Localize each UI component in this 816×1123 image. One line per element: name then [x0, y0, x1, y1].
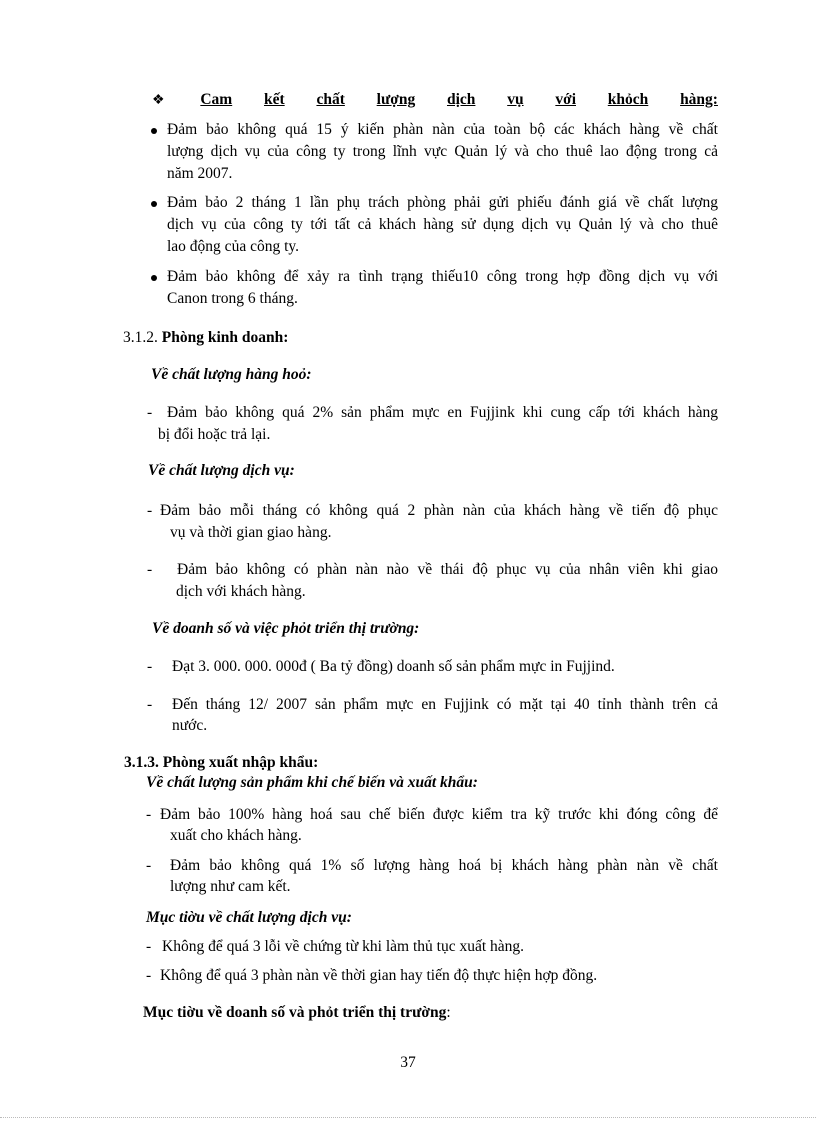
- commitment-heading-word: chất: [316, 91, 345, 108]
- subheading-text: Mục tiờu về doanh số và phỏt triển thị trường: [143, 1004, 447, 1021]
- list-item-line: dịch với khách hàng.: [176, 583, 306, 600]
- list-item-line: lao động của công ty.: [167, 238, 299, 255]
- page-edge-divider: [0, 1117, 816, 1118]
- list-item-line: lượng như cam kết.: [170, 878, 291, 895]
- subheading-san-pham: Về chất lượng sản phẩm khi chế biến và xuất khẩu:: [146, 774, 478, 791]
- commitment-heading-word: khỏch: [607, 91, 649, 108]
- dash-marker: -: [146, 967, 152, 984]
- dash-marker: -: [146, 857, 152, 874]
- dash-marker: -: [147, 658, 153, 675]
- list-item-line: Đảm bảo 100% hàng hoá sau chế biến được kiểm tra kỹ trước khi đóng công để: [160, 806, 718, 823]
- list-item-line: Không để quá 3 phàn nàn về thời gian hay tiến độ thực hiện hợp đồng.: [160, 967, 598, 984]
- list-item-line: Đảm bảo 2 tháng 1 lần phụ trách phòng phải gửi phiếu đánh giá về chất lượng: [167, 194, 718, 211]
- commitment-heading-word: vụ: [507, 91, 524, 108]
- list-item-line: Canon trong 6 tháng.: [167, 290, 298, 307]
- section-heading-312: [123, 329, 288, 347]
- list-item-line: Đảm bảo mỗi tháng có không quá 2 phàn nàn của khách hàng về tiến độ phục: [160, 502, 718, 519]
- dash-marker: -: [147, 404, 153, 421]
- subheading-colon: :: [446, 1004, 451, 1021]
- bullet-dot-icon: [151, 275, 157, 281]
- subheading-doanh-so: Về doanh số và việc phỏt triển thị trường:: [152, 620, 420, 637]
- commitment-heading-word: Cam: [200, 91, 233, 108]
- list-item-line: lượng dịch vụ của công ty trong lĩnh vực Quản lý và cho thuê lao động trong cả: [167, 143, 718, 160]
- section-title: Phòng xuất nhập khẩu:: [162, 754, 319, 771]
- commitment-heading-word: dịch: [446, 91, 476, 108]
- list-item-line: dịch vụ của công ty tới tất cả khách hàng sử dụng dịch vụ Quản lý và cho thuê: [167, 216, 718, 233]
- list-item-line: Đảm bảo không quá 1% số lượng hàng hoá bị khách hàng phàn nàn về chất: [170, 857, 718, 874]
- list-item-line: xuất cho khách hàng.: [170, 827, 302, 844]
- bullet-dot-icon: [151, 201, 157, 207]
- list-item-line: Đảm bảo không để xảy ra tình trạng thiếu10 công trong hợp đồng dịch vụ với: [167, 268, 718, 285]
- dash-marker: -: [147, 561, 153, 578]
- dash-marker: -: [147, 696, 153, 713]
- section-heading-313: [124, 754, 318, 772]
- list-item-line: năm 2007.: [167, 165, 233, 182]
- list-item-line: Đến tháng 12/ 2007 sản phẩm mực en Fujjink có mặt tại 40 tỉnh thành trên cả: [172, 696, 718, 713]
- list-item-line: bị đổi hoặc trả lại.: [158, 426, 271, 443]
- list-item-line: Không để quá 3 lỗi về chứng từ khi làm thủ tục xuất hàng.: [162, 938, 525, 955]
- list-item-line: Đảm bảo không quá 2% sản phẩm mực en Fujjink khi cung cấp tới khách hàng: [167, 404, 718, 421]
- commitment-heading: [152, 91, 718, 109]
- list-item-line: Đảm bảo không quá 15 ý kiến phàn nàn của toàn bộ các khách hàng về chất: [167, 121, 718, 138]
- subheading-muc-tieu-doanh-so: [143, 1004, 451, 1022]
- commitment-heading-word: hàng:: [680, 91, 718, 108]
- dash-marker: -: [147, 502, 153, 519]
- page-number: 37: [400, 1054, 416, 1071]
- diamond-bullet-icon: ❖: [152, 93, 165, 108]
- commitment-heading-word: với: [555, 91, 576, 108]
- bullet-dot-icon: [151, 128, 157, 134]
- list-item-line: Đạt 3. 000. 000. 000đ ( Ba tỷ đồng) doanh số sản phẩm mực in Fujjind.: [172, 658, 615, 675]
- dash-marker: -: [146, 806, 152, 823]
- subheading-hang-hoa: Về chất lượng hàng hoỏ:: [151, 366, 312, 383]
- list-item-line: nước.: [172, 717, 208, 734]
- section-title: Phòng kinh doanh:: [161, 329, 289, 346]
- list-item-line: vụ và thời gian giao hàng.: [170, 524, 332, 541]
- subheading-dich-vu: Về chất lượng dịch vụ:: [148, 462, 295, 479]
- commitment-heading-word: kết: [263, 91, 285, 108]
- list-item-line: Đảm bảo không có phàn nàn nào về thái độ phục vụ của nhân viên khi giao: [177, 561, 718, 578]
- section-number: 3.1.3.: [124, 754, 159, 771]
- subheading-muc-tieu-dich-vu: Mục tiờu về chất lượng dịch vụ:: [146, 909, 352, 926]
- commitment-heading-word: lượng: [376, 91, 416, 108]
- section-number: 3.1.2.: [123, 329, 158, 346]
- dash-marker: -: [146, 938, 152, 955]
